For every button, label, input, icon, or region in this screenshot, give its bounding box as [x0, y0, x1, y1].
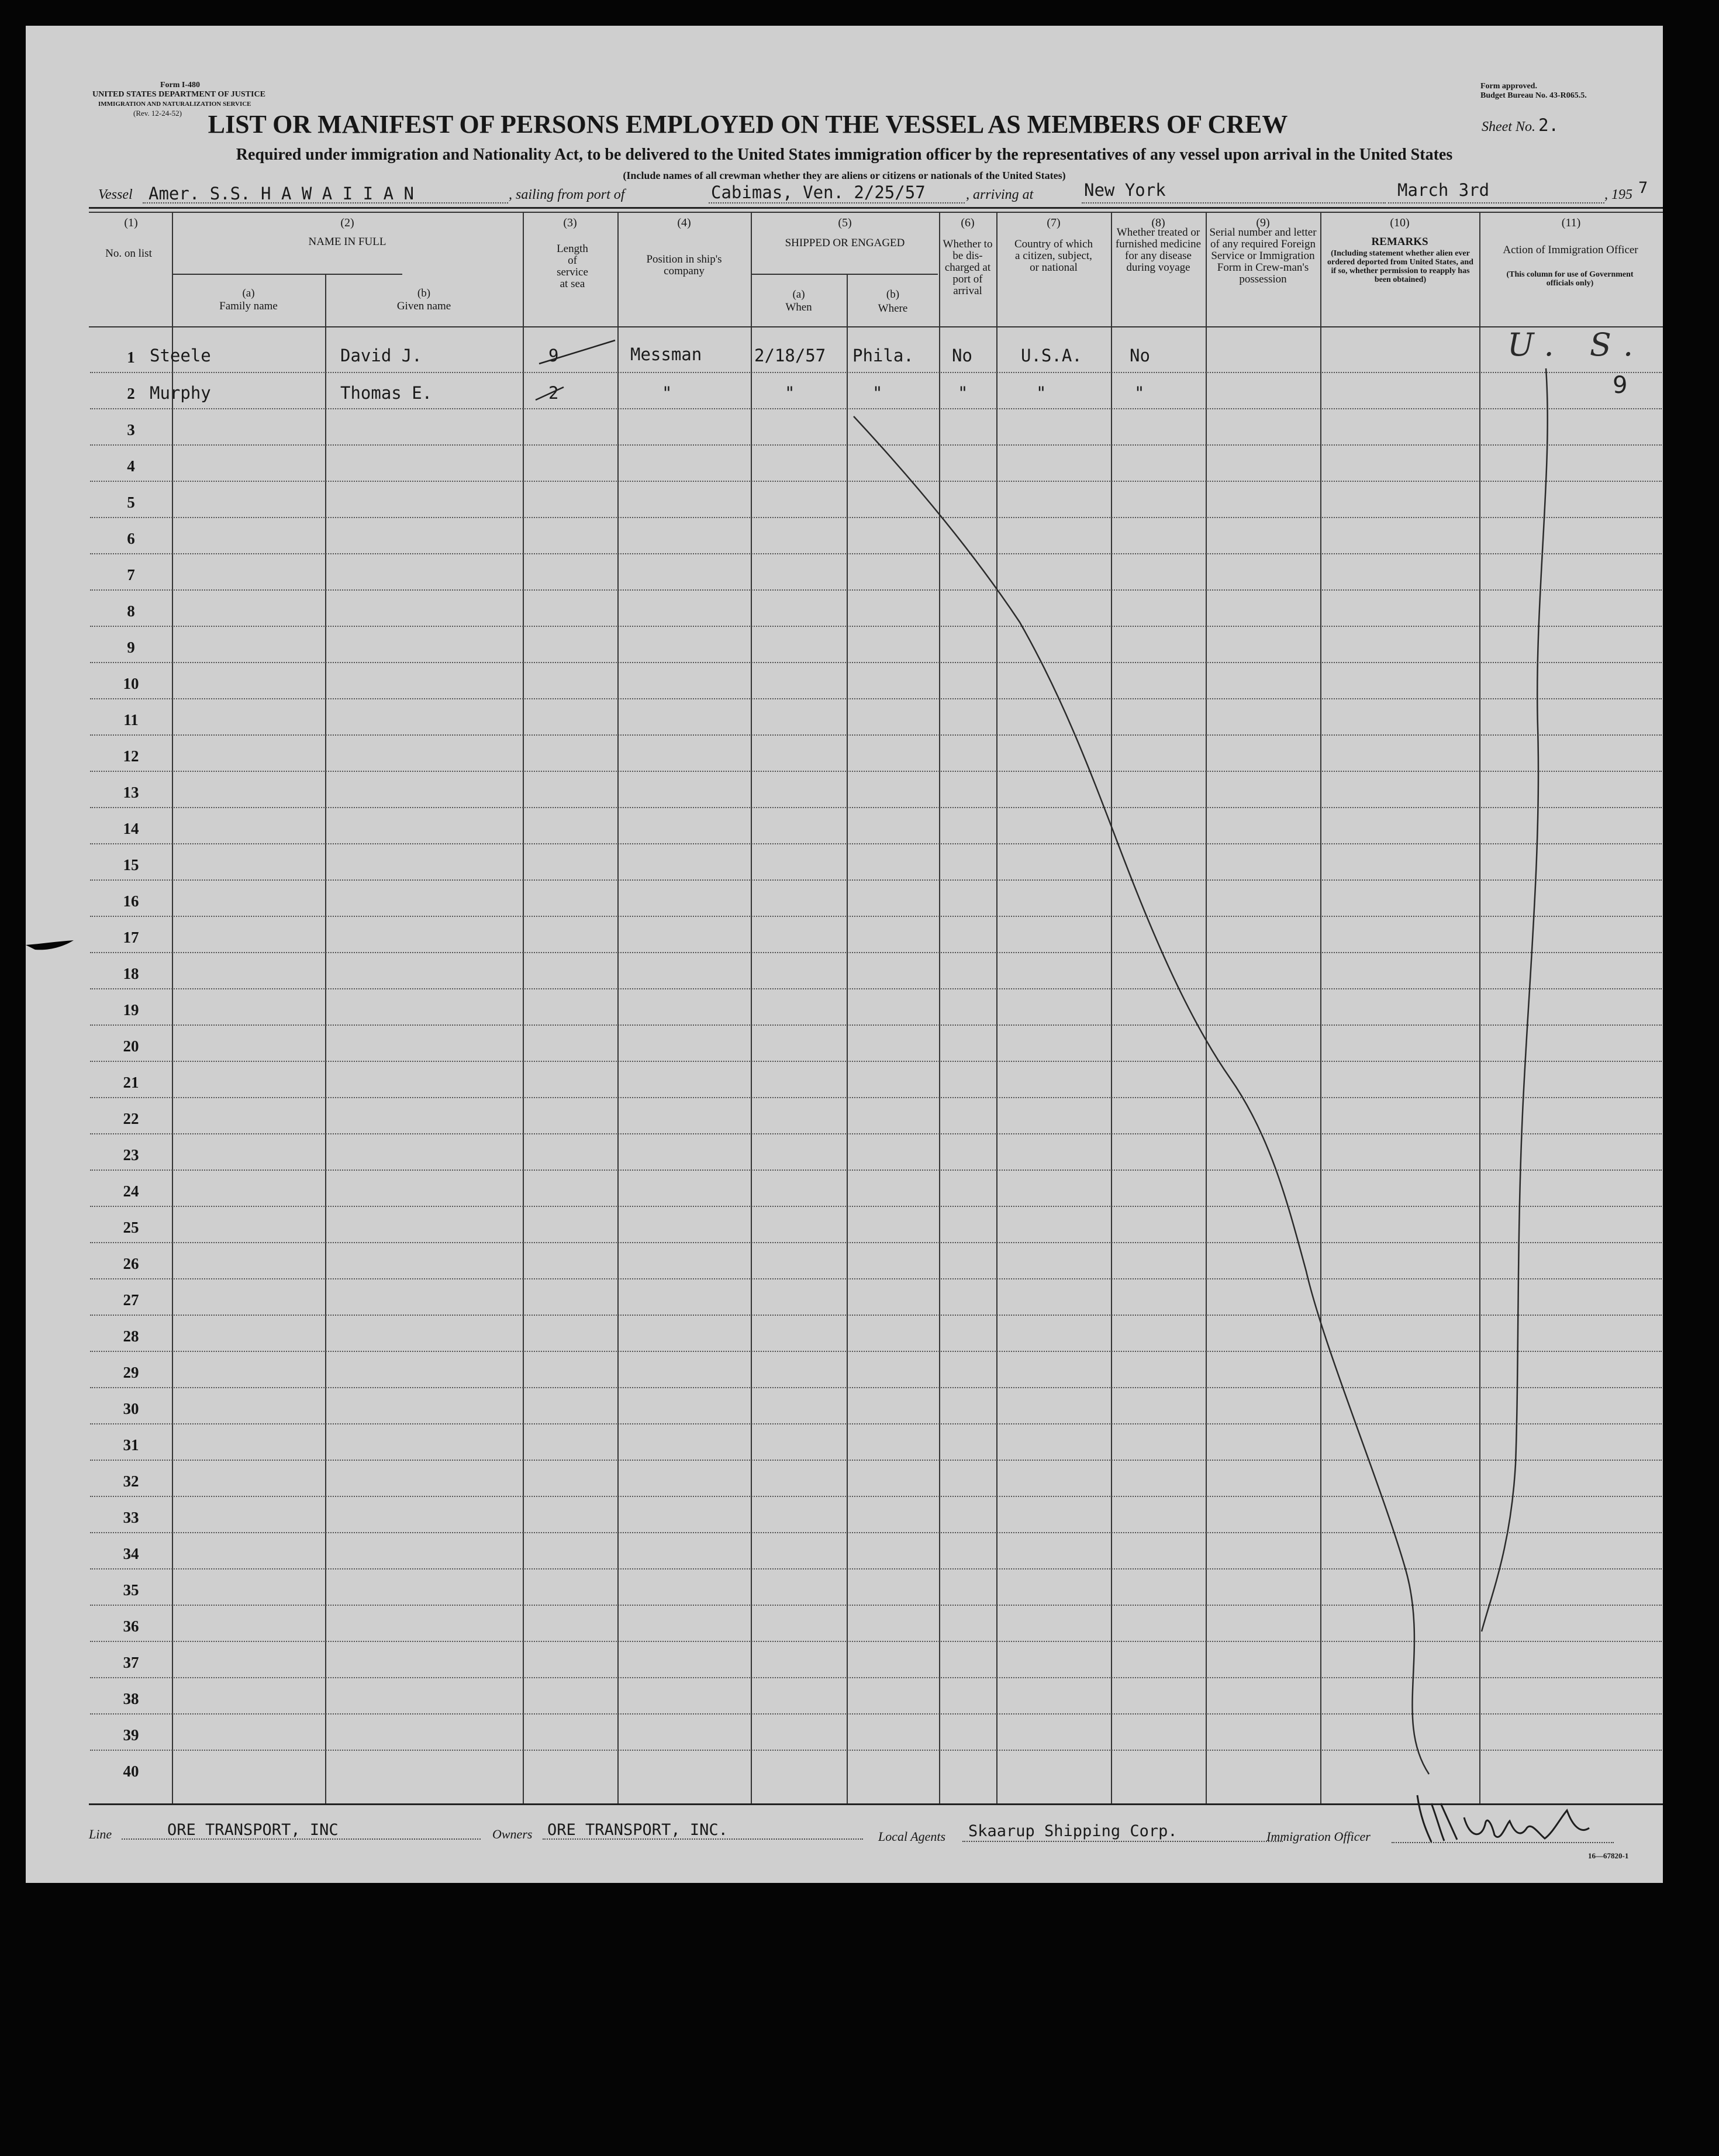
row-number: 15 [123, 856, 139, 874]
row-number: 21 [123, 1074, 139, 1091]
medicine: " [1134, 383, 1145, 403]
officer-underline [1392, 1842, 1614, 1843]
header-when: When [785, 301, 812, 313]
agency-line-3: (Rev. 12-24-52) [133, 109, 182, 118]
medicine: No [1130, 346, 1150, 365]
line-value: ORE TRANSPORT, INC [167, 1821, 339, 1839]
family-name: Steele [150, 346, 211, 365]
discharged: No [952, 346, 972, 365]
header-when-letter: (a) [792, 288, 805, 301]
header-remarks-note: (Including statement whether alien ever ordered deported from United States, and if so, whether permission to reapply has been obtained) [1327, 249, 1473, 284]
header-given-name: Given name [396, 300, 451, 312]
row-number: 28 [123, 1327, 139, 1345]
header-where: Where [878, 302, 908, 315]
arrival-date: March 3rd [1397, 180, 1490, 200]
discharged: " [958, 383, 968, 403]
length-strike-2 [536, 387, 564, 400]
row-number: 23 [123, 1146, 139, 1164]
row-number: 19 [123, 1001, 139, 1019]
owners-label: Owners [492, 1827, 533, 1841]
sailing-from: Cabimas, Ven. 2/25/57 [711, 182, 926, 202]
shipped-when: " [785, 383, 795, 403]
row-number: 6 [127, 530, 135, 547]
row-number: 26 [123, 1255, 139, 1272]
shipped-when: 2/18/57 [754, 346, 826, 365]
col-num-11: (11) [1561, 216, 1581, 229]
year-suffix: 7 [1638, 179, 1648, 197]
country: U.S.A. [1021, 346, 1082, 365]
header-family-letter: (a) [242, 287, 255, 299]
owners-underline [543, 1838, 863, 1840]
vessel-label: Vessel [98, 187, 133, 202]
line-label: Line [89, 1827, 112, 1841]
col-num-7: (7) [1047, 216, 1061, 229]
row-number: 16 [123, 892, 139, 910]
agents-underline [962, 1841, 1283, 1842]
agency-line-2: IMMIGRATION AND NATURALIZATION SERVICE [98, 101, 251, 108]
form-code: 16—67820-1 [1588, 1851, 1629, 1860]
header-family-name: Family name [219, 300, 278, 312]
header-position: Position in ship's company [646, 253, 722, 277]
col-num-3: (3) [563, 216, 577, 229]
header-country: Country of which a citizen, subject, or national [1014, 238, 1093, 274]
arriving-at: New York [1084, 180, 1166, 200]
length-of-service: 2 [548, 383, 559, 403]
row-number: 4 [127, 457, 135, 475]
row-number: 3 [127, 421, 135, 439]
header-discharged: Whether to be dis-charged at port of arrival [943, 238, 993, 297]
header-name-in-full: NAME IN FULL [308, 236, 386, 248]
row-number: 24 [123, 1182, 139, 1200]
header-where-letter: (b) [886, 288, 900, 301]
row-number: 37 [123, 1654, 139, 1671]
header-given-letter: (b) [417, 287, 431, 299]
col-num-6: (6) [961, 216, 975, 229]
given-name: David J. [340, 346, 422, 365]
row-number: 30 [123, 1400, 139, 1417]
pen-strokes [26, 26, 1663, 1883]
header-remarks: REMARKS [1371, 236, 1428, 248]
header-medicine: Whether treated or furnished medicine for any disease during voyage [1115, 226, 1202, 274]
row-number: 9 [127, 639, 135, 656]
row-number: 10 [123, 675, 139, 692]
length-strike-1 [539, 340, 615, 364]
row-number: 32 [123, 1472, 139, 1490]
row-number: 40 [123, 1762, 139, 1780]
row-number: 12 [123, 747, 139, 765]
row-number: 25 [123, 1219, 139, 1236]
row-number: 14 [123, 820, 139, 837]
row-number: 27 [123, 1291, 139, 1309]
action-mark: U. S. [1507, 326, 1646, 363]
row-number: 29 [123, 1364, 139, 1381]
col-num-1: (1) [124, 216, 138, 229]
row-number: 31 [123, 1436, 139, 1454]
diagonal-ditto-line [854, 416, 1429, 1774]
given-name: Thomas E. [340, 383, 433, 403]
row-number: 17 [123, 929, 139, 946]
col-num-5: (5) [838, 216, 852, 229]
arriving-label: , arriving at [966, 187, 1034, 202]
header-shipped: SHIPPED OR ENGAGED [785, 237, 905, 249]
header-no-on-list: No. on list [105, 247, 152, 260]
approval-line-1: Form approved. [1480, 82, 1537, 91]
year-prefix: , 195 [1604, 187, 1632, 202]
handwritten-count: 9 [1613, 372, 1628, 399]
crew-note: (Include names of all crewman whether they are aliens or citizens or nationals of the United States) [623, 170, 1066, 181]
col-num-2: (2) [340, 216, 354, 229]
header-serial: Serial number and letter of any required Foreign Service or Immigration Form in Crew-man's possession [1209, 226, 1317, 285]
col-num-4: (4) [677, 216, 691, 229]
row-number: 39 [123, 1726, 139, 1744]
vessel-name: Amer. S.S. H A W A I I A N [149, 184, 414, 203]
form-number: Form I-480 [160, 81, 201, 89]
country: " [1036, 383, 1047, 403]
row-number: 22 [123, 1110, 139, 1127]
row-number: 36 [123, 1617, 139, 1635]
agents-label: Local Agents [878, 1829, 946, 1844]
sheet-value: 2. [1538, 115, 1559, 135]
col-num-10: (10) [1390, 216, 1410, 229]
family-name: Murphy [150, 383, 211, 403]
row-number: 20 [123, 1037, 139, 1055]
row-number: 7 [127, 566, 135, 584]
paper-tear-mark [0, 930, 88, 959]
officer-label: Immigration Officer [1266, 1829, 1371, 1844]
header-length: Length of service at sea [557, 243, 588, 290]
row-number: 35 [123, 1581, 139, 1599]
officer-signature-strokes [1417, 1795, 1589, 1842]
position: Messman [630, 344, 702, 364]
row-number: 11 [123, 711, 139, 729]
agents-value: Skaarup Shipping Corp. [968, 1822, 1178, 1840]
row-number: 34 [123, 1545, 139, 1562]
row-number: 8 [127, 602, 135, 620]
sheet-label: Sheet No. [1482, 119, 1535, 134]
action-column-line [1482, 368, 1548, 1631]
owners-value: ORE TRANSPORT, INC. [547, 1821, 728, 1839]
length-of-service: 9 [548, 346, 559, 365]
shipped-where: Phila. [852, 346, 914, 365]
header-action-note: (This column for use of Government officials only) [1506, 270, 1634, 288]
row-number: 1 [127, 349, 135, 366]
page-title: LIST OR MANIFEST OF PERSONS EMPLOYED ON THE VESSEL AS MEMBERS OF CREW [208, 110, 1288, 139]
shipped-where: " [872, 383, 883, 403]
header-action: Action of Immigration Officer [1503, 244, 1638, 256]
row-number: 2 [127, 385, 135, 402]
row-number: 13 [123, 784, 139, 801]
row-number: 38 [123, 1690, 139, 1707]
subtitle: Required under immigration and Nationality Act, to be delivered to the United States immigration officer by the representatives of any vessel upon arrival in the United States [236, 146, 1453, 164]
col-num-8: (8) [1151, 216, 1165, 229]
position: " [662, 383, 672, 403]
row-number: 18 [123, 965, 139, 982]
row-number: 5 [127, 494, 135, 511]
agency-line-1: UNITED STATES DEPARTMENT OF JUSTICE [92, 90, 265, 99]
sailing-label: , sailing from port of [509, 187, 625, 202]
row-number: 33 [123, 1509, 139, 1526]
line-underline [122, 1838, 481, 1840]
approval-line-2: Budget Bureau No. 43-R065.5. [1480, 91, 1587, 100]
col-num-9: (9) [1256, 216, 1270, 229]
manifest-sheet [26, 26, 1663, 1883]
